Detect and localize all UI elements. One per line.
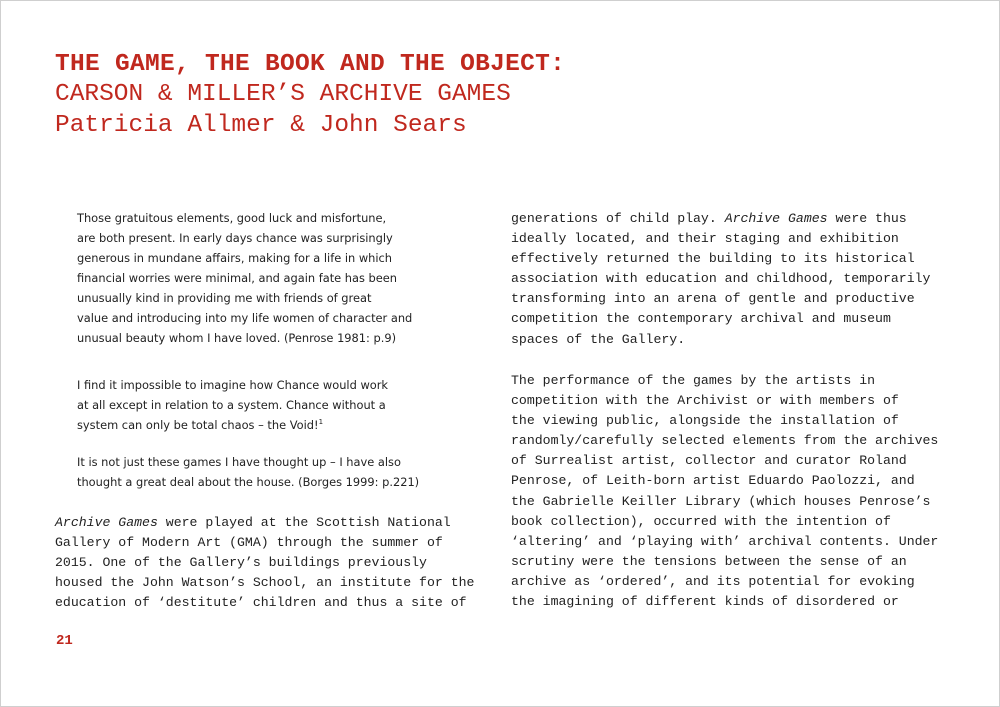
body-line: ‘altering’ and ‘playing with’ archival contents. Under xyxy=(511,533,939,549)
quote-line: It is not just these games I have thought up – I have also xyxy=(77,455,401,469)
body-column-left xyxy=(55,513,474,613)
chapter-title: THE GAME, THE BOOK AND THE OBJECT: xyxy=(55,51,566,78)
body-line-text: were played at the Scottish National xyxy=(157,515,451,530)
quote-line: value and introducing into my life women of character and xyxy=(77,311,413,325)
quote-line: unusual beauty whom I have loved. (Penrose 1981: p.9) xyxy=(77,331,397,345)
footnote-marker[interactable]: 1 xyxy=(318,418,324,427)
body-line: randomly/carefully selected elements from the archives xyxy=(511,433,939,449)
epigraph-chance xyxy=(77,375,487,435)
quote-line: at all except in relation to a system. Chance without a xyxy=(77,398,386,412)
page-number: 21 xyxy=(56,633,73,649)
body-line: Gallery of Modern Art (GMA) through the summer of xyxy=(55,535,443,551)
quote-line: thought a great deal about the house. (Borges 1999: p.221) xyxy=(77,475,420,489)
quote-line xyxy=(77,415,487,435)
body-line: ideally located, and their staging and exhibition xyxy=(511,231,899,247)
body-line: scrutiny were the tensions between the sense of an xyxy=(511,553,907,569)
body-line: 2015. One of the Gallery’s buildings previously xyxy=(55,555,427,571)
body-line: housed the John Watson’s School, an institute for the xyxy=(55,575,475,591)
epigraph-borges xyxy=(77,452,487,492)
quote-line: are both present. In early days chance was surprisingly xyxy=(77,231,393,245)
body-line: the Gabrielle Keiller Library (which houses Penrose’s xyxy=(511,493,931,509)
body-line: Penrose, of Leith-born artist Eduardo Paolozzi, and xyxy=(511,473,915,489)
epigraph-penrose xyxy=(77,208,487,348)
work-title: Archive Games xyxy=(55,515,158,530)
quote-line: Those gratuitous elements, good luck and misfortune, xyxy=(77,211,387,225)
body-line: competition the contemporary archival and museum xyxy=(511,311,891,327)
body-column-right-paragraph-1 xyxy=(511,209,930,350)
body-line-text: generations of child play. xyxy=(511,211,725,226)
body-line: the imagining of different kinds of disordered or xyxy=(511,594,899,610)
body-line: education of ‘destitute’ children and thus a site of xyxy=(55,595,467,611)
quote-line: I find it impossible to imagine how Chance would work xyxy=(77,378,389,392)
body-line: archive as ‘ordered’, and its potential for evoking xyxy=(511,573,915,589)
body-column-right-paragraph-2 xyxy=(511,371,938,612)
body-line: the viewing public, alongside the installation of xyxy=(511,413,899,429)
body-line: of Surrealist artist, collector and curator Roland xyxy=(511,453,907,469)
quote-line: unusually kind in providing me with friends of great xyxy=(77,291,372,305)
body-line: The performance of the games by the artists in xyxy=(511,373,876,388)
body-line: competition with the Archivist or with members of xyxy=(511,393,899,409)
chapter-authors: Patricia Allmer & John Sears xyxy=(55,112,467,139)
body-line: spaces of the Gallery. xyxy=(511,331,686,347)
body-line: transforming into an arena of gentle and productive xyxy=(511,291,915,307)
quote-line-text: system can only be total chaos – the Void! xyxy=(77,418,319,432)
body-line: book collection), occurred with the intention of xyxy=(511,513,891,529)
quote-line: financial worries were minimal, and again fate has been xyxy=(77,271,398,285)
body-line xyxy=(511,209,930,229)
chapter-subtitle: CARSON & MILLER’S ARCHIVE GAMES xyxy=(55,81,511,108)
body-line: effectively returned the building to its historical xyxy=(511,251,915,267)
body-line xyxy=(55,513,474,533)
work-title: Archive Games xyxy=(724,211,828,226)
quote-line: generous in mundane affairs, making for a life in which xyxy=(77,251,393,265)
body-line-text: were thus xyxy=(827,211,907,226)
body-line: association with education and childhood, temporarily xyxy=(511,271,931,287)
